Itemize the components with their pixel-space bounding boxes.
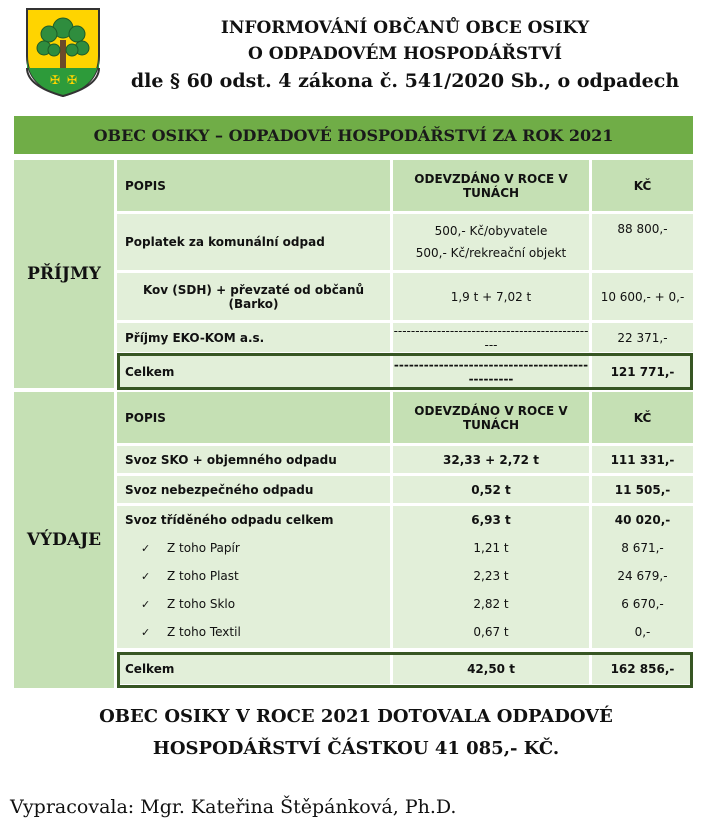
income-header-kc: KČ [592, 160, 693, 211]
income-section-label: PŘÍJMY [14, 160, 114, 388]
income-header-tons: ODEVZDÁNO V ROCE V TUNÁCH [393, 160, 589, 211]
expense-row-popis: Svoz nebezpečného odpadu [117, 476, 390, 503]
expense-row-tons: 6,93 t [471, 513, 511, 527]
income-total-kc: 121 771,- [592, 355, 693, 388]
sub-item-label: Z toho Textil [167, 625, 241, 639]
checkmark-icon: ✓ [141, 541, 151, 555]
sorted-waste-popis [117, 506, 390, 648]
expense-row-kc: 40 020,- [614, 513, 671, 527]
expense-row-kc: 111 331,- [592, 446, 693, 473]
expense-row-popis: Svoz SKO + objemného odpadu [117, 446, 390, 473]
sub-item-tons: 2,82 t [473, 597, 509, 611]
sub-item-tons: 1,21 t [473, 541, 509, 555]
sorted-waste-kc [592, 506, 693, 648]
expense-total-tons: 42,50 t [393, 654, 589, 684]
svg-text:✠: ✠ [66, 73, 78, 87]
sub-item [117, 618, 390, 646]
income-row-kc: 10 600,- + 0,- [592, 273, 693, 320]
sub-item [117, 562, 390, 590]
header-line-3: dle § 60 odst. 4 zákona č. 541/2020 Sb., o odpadech [130, 70, 680, 92]
sub-item [117, 534, 390, 562]
header-line-2: O ODPADOVÉM HOSPODÁŘSTVÍ [247, 44, 563, 64]
expense-total-label: Celkem [117, 654, 390, 684]
sub-item-kc: 6 670,- [621, 597, 664, 611]
sub-item [117, 590, 390, 618]
expense-section-label: VÝDAJE [14, 392, 114, 688]
expense-row-tons: 0,52 t [393, 476, 589, 503]
sub-item-kc: 8 671,- [621, 541, 664, 555]
expense-row-kc: 11 505,- [592, 476, 693, 503]
income-row-popis: Příjmy EKO-KOM a.s. [117, 323, 390, 352]
fee-per-resident: 500,- Kč/obyvatele [434, 224, 548, 238]
sub-item-kc: 24 679,- [617, 569, 668, 583]
fee-per-cottage: 500,- Kč/rekreační objekt [415, 246, 567, 260]
income-total-tons: ------------------------------------------------ [393, 355, 589, 388]
expense-header-tons: ODEVZDÁNO V ROCE V TUNÁCH [393, 392, 589, 443]
checkmark-icon: ✓ [141, 597, 151, 611]
subsidy-statement-line-1: OBEC OSIKY V ROCE 2021 DOTOVALA ODPADOVÉ [99, 706, 613, 727]
checkmark-icon: ✓ [141, 625, 151, 639]
header-line-1: INFORMOVÁNÍ OBČANŮ OBCE OSIKY [220, 18, 590, 38]
sub-item-label: Z toho Sklo [167, 597, 236, 611]
subsidy-statement-line-2: HOSPODÁŘSTVÍ ČÁSTKOU 41 085,- KČ. [152, 738, 560, 759]
sub-item-kc: 0,- [634, 625, 651, 639]
income-row-popis: Poplatek za komunální odpad [117, 214, 390, 270]
svg-text:✠: ✠ [49, 73, 61, 87]
income-header-popis: POPIS [117, 160, 390, 211]
coat-of-arms-logo [24, 6, 102, 98]
expense-row-popis: Svoz tříděného odpadu celkem [125, 513, 334, 527]
income-row-tons: ------------------------------------------------ [393, 323, 589, 352]
sub-item-tons: 0,67 t [473, 625, 509, 639]
income-row-tons [393, 214, 589, 270]
expense-header-kc: KČ [592, 392, 693, 443]
sorted-waste-tons [393, 506, 589, 648]
income-row-tons: 1,9 t + 7,02 t [393, 273, 589, 320]
expense-header-popis: POPIS [117, 392, 390, 443]
sub-item-tons: 2,23 t [473, 569, 509, 583]
sub-item-label: Z toho Plast [167, 569, 239, 583]
report-title-banner: OBEC OSIKY – ODPADOVÉ HOSPODÁŘSTVÍ ZA ROK 2021 [14, 116, 693, 154]
income-row-kc: 22 371,- [592, 323, 693, 352]
income-row-popis: Kov (SDH) + převzaté od občanů (Barko) [117, 273, 390, 320]
author-credit: Vypracovala: Mgr. Kateřina Štěpánková, Ph.D. [10, 796, 457, 818]
expense-total-kc: 162 856,- [592, 654, 693, 684]
expense-row-tons: 32,33 + 2,72 t [393, 446, 589, 473]
sub-item-label: Z toho Papír [167, 541, 240, 555]
checkmark-icon: ✓ [141, 569, 151, 583]
income-total-label: Celkem [117, 355, 390, 388]
income-row-kc: 88 800,- [592, 214, 693, 270]
